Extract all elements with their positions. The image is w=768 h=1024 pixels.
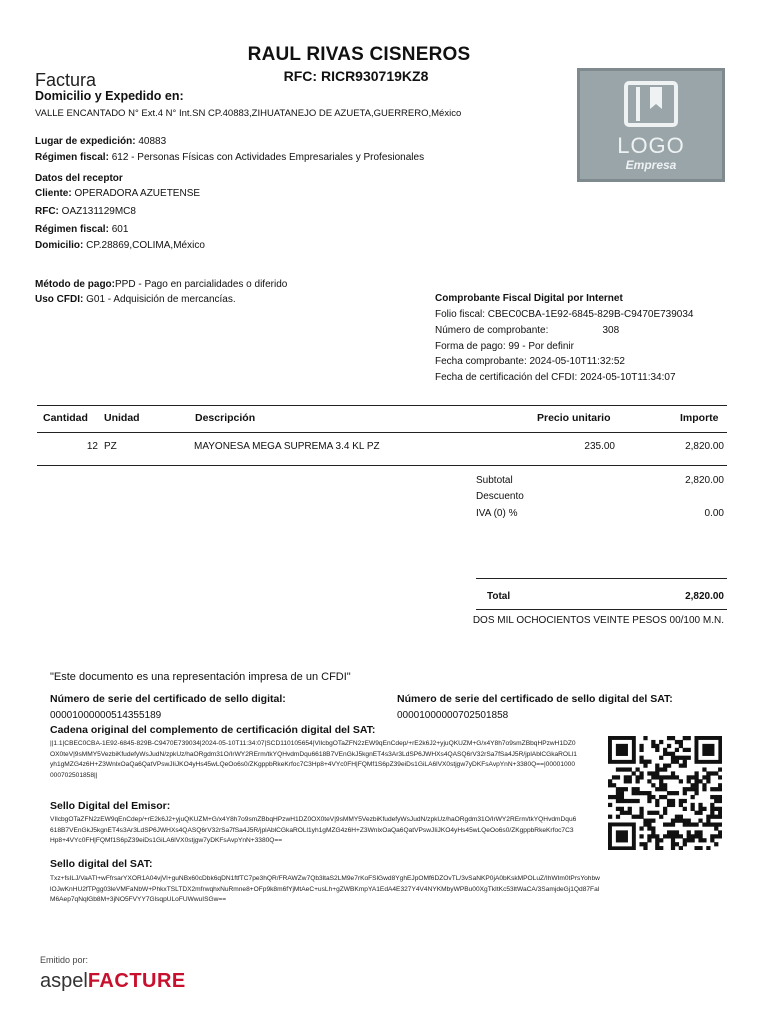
receptor-rfc — [35, 206, 136, 217]
receptor-regimen-label: Régimen fiscal: — [35, 224, 109, 235]
fecha-certificacion-label: Fecha de certificación del CFDI: — [435, 372, 578, 383]
company-logo — [577, 68, 725, 182]
numero-comprobante — [435, 325, 619, 336]
logo-text: LOGO — [617, 133, 685, 158]
logo-subtext: Empresa — [625, 158, 677, 172]
receptor-cliente — [35, 188, 200, 199]
regimen-fiscal-emisor — [35, 152, 424, 163]
total-value: 2,820.00 — [685, 591, 724, 602]
fecha-comprobante — [435, 356, 625, 367]
cert-emisor-label: Número de serie del certificado de sello digital: — [50, 693, 286, 705]
cert-sat-label: Número de serie del certificado de sello digital del SAT: — [397, 693, 673, 705]
total-in-words: DOS MIL OCHOCIENTOS VEINTE PESOS 00/100 M.N. — [472, 615, 724, 626]
cliente-value: OPERADORA AZUETENSE — [74, 188, 201, 199]
cfdi-heading: Comprobante Fiscal Digital por Internet — [435, 293, 623, 304]
domicilio-heading: Domicilio y Expedido en: — [35, 89, 184, 103]
col-header-unidad: Unidad — [104, 412, 140, 424]
receptor-rfc-value: OAZ131129MC8 — [61, 206, 136, 217]
domicilio-address: VALLE ENCANTADO N° Ext.4 N° Int.SN CP.40883,ZIHUATANEJO DE AZUETA,GUERRERO,México — [35, 108, 462, 119]
receptor-heading: Datos del receptor — [35, 173, 123, 184]
issuer-name: RAUL RIVAS CISNEROS — [247, 44, 471, 65]
numero-comprobante-label: Número de comprobante: — [435, 325, 549, 336]
lugar-expedicion-value: 40883 — [138, 136, 167, 147]
subtotal-label: Subtotal — [476, 475, 513, 486]
fecha-comprobante-label: Fecha comprobante: — [435, 356, 527, 367]
row-descripcion: MAYONESA MEGA SUPREMA 3.4 KL PZ — [194, 441, 380, 452]
row-importe: 2,820.00 — [685, 441, 724, 452]
row-precio: 235.00 — [584, 441, 615, 452]
receptor-rfc-label: RFC: — [35, 206, 59, 217]
cliente-label: Cliente: — [35, 188, 72, 199]
receptor-regimen-value: 601 — [111, 224, 129, 235]
total-label: Total — [487, 591, 511, 602]
metodo-pago-value: PPD - Pago en parcialidades o diferido — [115, 279, 288, 290]
metodo-pago — [35, 279, 287, 290]
document-title: Factura — [35, 70, 97, 90]
fecha-certificacion — [435, 372, 676, 383]
book-bookmark-icon — [624, 81, 678, 127]
cert-emisor-value: 00001000000514355189 — [50, 710, 162, 721]
qr-code — [608, 736, 722, 850]
emitido-por: Emitido por: — [40, 955, 89, 965]
fecha-comprobante-value: 2024-05-10T11:32:52 — [529, 356, 625, 367]
row-unidad: PZ — [104, 441, 117, 452]
brand-name: FACTURE — [87, 970, 186, 992]
table-header-rule — [37, 432, 727, 433]
col-header-descripcion: Descripción — [195, 412, 256, 424]
regimen-fiscal-label: Régimen fiscal: — [35, 152, 109, 163]
col-header-importe: Importe — [680, 412, 719, 424]
brand-prefix: aspel — [40, 970, 88, 992]
numero-comprobante-value: 308 — [602, 325, 620, 336]
cert-sat-value: 00001000000702501858 — [397, 710, 509, 721]
iva-value: 0.00 — [704, 508, 724, 519]
receptor-domicilio-label: Domicilio: — [35, 240, 84, 251]
total-bottom-rule — [476, 609, 727, 610]
col-header-cantidad: Cantidad — [43, 412, 88, 424]
receptor-regimen — [35, 224, 128, 235]
receptor-domicilio-value: CP.28869,COLIMA,México — [86, 240, 205, 251]
sello-emisor-label: Sello Digital del Emisor: — [50, 800, 171, 812]
issuer-rfc: RFC: RICR930719KZ8 — [283, 68, 429, 84]
row-cantidad: 12 — [86, 441, 98, 452]
descuento-label: Descuento — [476, 491, 524, 502]
uso-cfdi-value: G01 - Adquisición de mercancías. — [86, 294, 236, 305]
fecha-certificacion-value: 2024-05-10T11:34:07 — [580, 372, 676, 383]
lugar-expedicion — [35, 136, 166, 147]
table-top-rule — [37, 405, 727, 406]
subtotal-value: 2,820.00 — [685, 475, 724, 486]
uso-cfdi-label: Uso CFDI: — [35, 294, 84, 305]
sello-sat-value: Txz+fsILJ/VaATl+wFfrsarYXOR1A04vjVl+guNBx60cDbk6qDN1ftfTC7pe3hQR/FRAWZw7Qb3ltaS2LM9e7rKoFSlGwd8YghEJpOMf6DZOvTL/3vSaNKP0jA0bKskMPOLuZ/IhWIm0tPrsYohbwlOJwKnHU2fTPgg03leVMFaNbW+PhkxTSLTDX2mfrwqhxNuRmne8+OFp9k8m6fYjMtAeC+usLh+gZWBKmpYA1EdA4E327Y4V4NYKMbyWPBu00XgTkItKc53ltWaCA/3SamjdeGj1Qd87FalM6Aep7qNqlGb8M+3jNO5FVYY7GlsqpULoFUWwuISGw== — [50, 875, 600, 903]
metodo-pago-label: Método de pago: — [35, 279, 115, 290]
table-bottom-rule — [37, 465, 727, 466]
sello-emisor-value: VIlcbgOTaZFN2zEW9qEnCdep/+rE2k6J2+yjuQKUZM+G/x4Y8h7o9smZBbqHPzwH1DZ0OX0teV|9sMMY5VezbiKfudefyWsJudN/zpkUz/haORgdm31O/IrWY2RErm/tkYQHvdmDqu6618B7VEnGkJ5kgnET4s3Ar3LdSP6JWHXs4QASQ6rV32rSa7fSa4J5R/jplAblCGkaROLl1yh1gMZG4z6H+Z3WnlxOaQa6QatVPswJIiJKO4yHs45wLQeOo6s0/ZKgppbRkeKrfoc7C3Hp8+4VYc0FH|FQMf1S6pZ39eiDs1GiLA6lVX0stjgw7yDKFsAvpYnN+3380Q== — [50, 816, 577, 844]
aspel-facture-logo — [40, 970, 186, 993]
regimen-fiscal-value: 612 - Personas Físicas con Actividades Empresariales y Profesionales — [111, 152, 425, 163]
receptor-domicilio — [35, 240, 205, 251]
folio-fiscal: Folio fiscal: CBEC0CBA-1E92-6845-829B-C9470E739034 — [435, 309, 694, 320]
sello-sat-label: Sello digital del SAT: — [50, 858, 153, 870]
col-header-precio: Precio unitario — [537, 412, 611, 424]
iva-label: IVA (0) % — [476, 508, 518, 519]
lugar-expedicion-label: Lugar de expedición: — [35, 136, 136, 147]
forma-pago: Forma de pago: 99 - Por definir — [435, 341, 574, 352]
cadena-original-value: ||1.1|CBEC0CBA-1E92-6845-829B-C9470E739034|2024-05-10T11:34:07|SCD110105654|VIlcbgOTaZFN2zEW9qEnCdep/+rE2k6J2+yjuQKUZM+G/x4Y8h7o9smZBbqHPzwH1DZ0OX0teV|9sMMY5VezbiKfudefyWsJudN/zpkUz/haORgdm31O/IrWY2RErm/tkYQHvdmDqu6618B7VEnGkJ5kgnET4s3Ar3LdSP6JWHXs4QASQ6rV32rSa7fSa4J5R/jplAblCGkaROLl1yh1gMZG4z6H+Z3WnlxOaQa6QatVPswJIiJKO4yHs45wLQeOo6s0/ZKgppbRkeKrfoc7C3Hp8+4VYc0FH|FQMf1S6pZ39eiDs1GiLA6lVX0stjgw7yDKFsAvpYnN+3380Q==|00001000000702501858|| — [50, 740, 577, 779]
cfdi-note: "Este documento es una representación impresa de un CFDI" — [50, 671, 351, 683]
uso-cfdi — [35, 294, 236, 305]
cadena-original-label: Cadena original del complemento de certificación digital del SAT: — [50, 724, 376, 736]
total-top-rule — [476, 578, 727, 579]
